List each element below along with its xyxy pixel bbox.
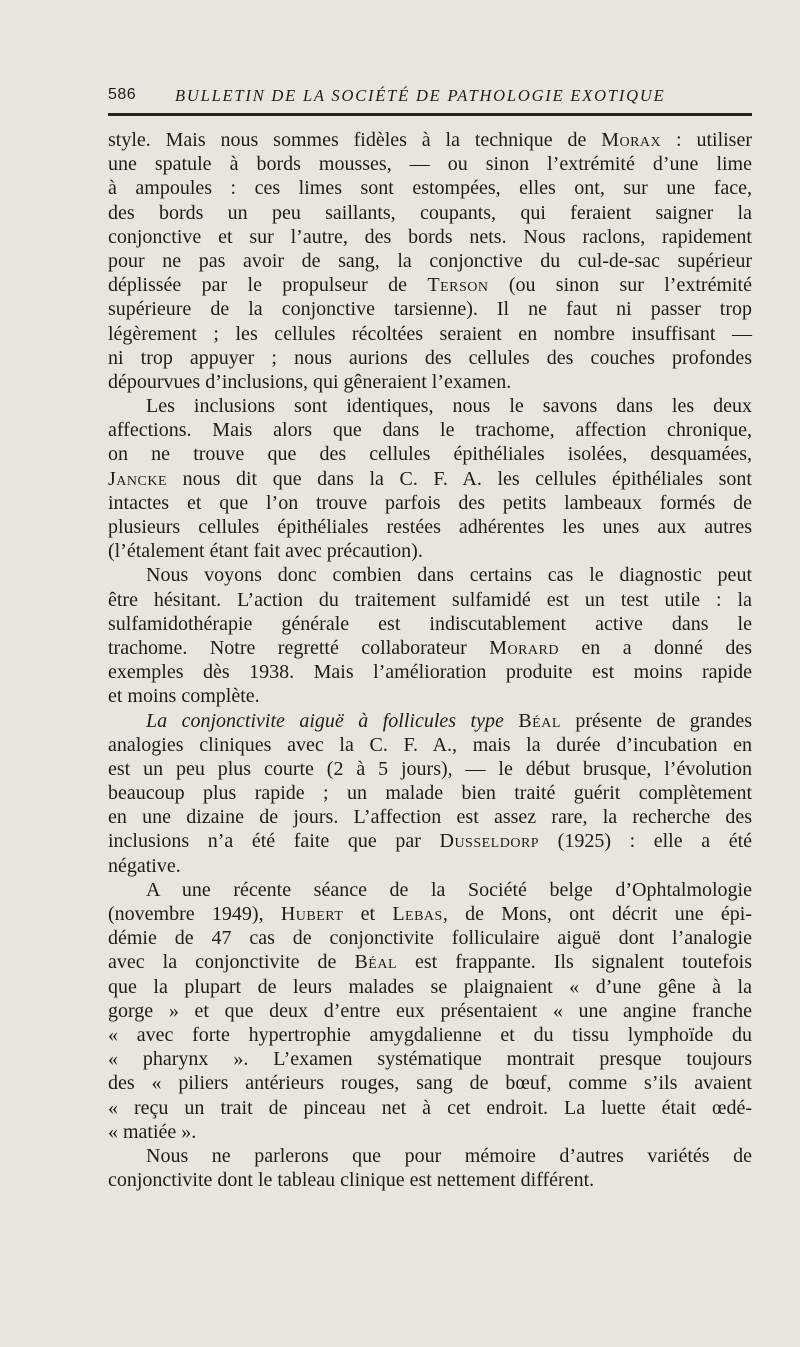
text-segment: et moins complète. <box>108 685 260 708</box>
text-segment: être hésitant. L’action du traitement sulfamidé est un test utile : la <box>108 588 752 611</box>
text-segment: est frappante. Ils signalent toutefois <box>397 951 753 974</box>
text-segment: style. Mais nous sommes fidèles à la technique de <box>108 129 602 151</box>
author-name: Morax <box>601 129 662 151</box>
text-line <box>108 950 752 974</box>
text-line <box>108 152 752 176</box>
text-segment: gorge » et que deux d’entre eux présentaient « une angine franche <box>108 999 752 1022</box>
text-segment: (ou sinon sur l’extrémité <box>488 274 752 297</box>
text-segment: à ampoules : ces limes sont estompées, elles ont, sur une face, <box>108 177 752 200</box>
text-line <box>108 1047 752 1071</box>
text-segment: , de Mons, ont décrit une épi- <box>442 903 752 925</box>
text-segment: ni trop appuyer ; nous aurions des cellules des couches profondes <box>108 346 752 369</box>
text-segment: intactes et que l’on trouve parfois des petits lambeaux formés de <box>108 491 752 514</box>
text-segment: « matiée ». <box>108 1120 197 1143</box>
author-name: Jancke <box>108 467 168 490</box>
text-segment: Les inclusions sont identiques, nous le savons dans les deux <box>146 395 752 418</box>
text-segment: déplissée par le propulseur de <box>108 274 428 297</box>
text-segment: inclusions n’a été faite que par <box>108 830 440 853</box>
text-segment: (1925) : elle a été <box>539 830 752 853</box>
text-segment: négative. <box>108 854 181 877</box>
text-segment: démie de 47 cas de conjonctivite folliculaire aiguë dont l’analogie <box>108 927 752 950</box>
text-segment: avec la conjonctivite de <box>108 951 355 974</box>
text-line <box>108 902 752 926</box>
text-line <box>108 1120 752 1144</box>
running-title: BULLETIN DE LA SOCIÉTÉ DE PATHOLOGIE EXOTIQUE <box>175 86 666 105</box>
text-line <box>108 660 752 684</box>
text-segment: affections. Mais alors que dans le trachome, affection chronique, <box>108 419 752 442</box>
text-line <box>108 1071 752 1095</box>
text-line <box>108 999 752 1023</box>
text-line <box>108 128 752 152</box>
text-segment: dépourvues d’inclusions, qui gêneraient l’examen. <box>108 370 512 393</box>
text-segment: conjonctive et sur l’autre, des bords nets. Nous raclons, rapidement <box>108 225 752 248</box>
text-line <box>108 975 752 999</box>
text-segment: légèrement ; les cellules récoltées seraient en nombre insuffisant — <box>108 322 752 345</box>
text-segment: en une dizaine de jours. L’affection est assez rare, la recherche des <box>108 806 752 829</box>
text-line <box>108 636 752 660</box>
author-name: Béal <box>518 709 561 732</box>
text-segment: en a donné des <box>559 636 752 659</box>
text-segment: plusieurs cellules épithéliales restées adhérentes les unes aux autres <box>108 516 752 538</box>
text-line <box>108 249 752 273</box>
text-line <box>108 709 752 733</box>
text-line <box>108 346 752 370</box>
body-text <box>108 128 752 1192</box>
text-line <box>108 588 752 612</box>
text-segment: est un peu plus courte (2 à 5 jours), — le début brusque, l’évolution <box>108 757 752 780</box>
text-segment: nous dit que dans la C. F. A. les cellules épithéliales sont <box>167 467 752 490</box>
page-number: 586 <box>108 86 137 103</box>
text-line <box>108 1168 752 1192</box>
text-line <box>108 394 752 418</box>
text-line <box>108 370 752 394</box>
text-line <box>108 201 752 225</box>
text-segment: beaucoup plus rapide ; un malade bien traité guérit complètement <box>108 782 752 805</box>
text-line <box>108 442 752 466</box>
author-name: Terson <box>427 274 489 297</box>
text-segment: on ne trouve que des cellules épithéliales isolées, desquamées, <box>108 443 752 466</box>
text-segment: « pharynx ». L’examen systématique montrait presque toujours <box>108 1048 752 1071</box>
text-line <box>108 1144 752 1168</box>
text-line <box>108 563 752 587</box>
text-segment: (l’étalement étant fait avec précaution). <box>108 540 423 563</box>
text-segment: Nous voyons donc combien dans certains cas le diagnostic peut <box>146 564 752 587</box>
text-line <box>108 515 752 539</box>
text-segment: des « piliers antérieurs rouges, sang de bœuf, comme s’ils avaient <box>108 1072 752 1095</box>
text-line <box>108 781 752 805</box>
text-line <box>108 418 752 442</box>
text-segment: supérieure de la conjonctive tarsienne). Il ne faut ni passer trop <box>108 298 752 321</box>
text-segment: présente de grandes <box>560 709 753 732</box>
author-name: Hubert <box>280 903 344 925</box>
running-header <box>108 82 752 112</box>
text-segment: que la plupart de leurs malades se plaignaient « d’une gêne à la <box>108 975 752 998</box>
text-line <box>108 225 752 249</box>
text-line <box>108 539 752 563</box>
text-segment: pour ne pas avoir de sang, la conjonctive du cul-de-sac supérieur <box>108 249 752 272</box>
text-line <box>108 322 752 346</box>
text-segment: conjonctivite dont le tableau clinique est nettement différent. <box>108 1169 595 1192</box>
text-line <box>108 684 752 708</box>
text-segment: « reçu un trait de pinceau net à cet endroit. La luette était œdé- <box>108 1096 752 1119</box>
text-line <box>108 467 752 491</box>
text-segment: exemples dès 1938. Mais l’amélioration produite est moins rapide <box>108 661 752 684</box>
text-line <box>108 733 752 757</box>
text-line <box>108 926 752 950</box>
text-line <box>108 176 752 200</box>
text-line <box>108 829 752 853</box>
text-segment: trachome. Notre regretté collaborateur <box>108 636 490 659</box>
text-segment: une spatule à bords mousses, — ou sinon l’extrémité d’une lime <box>108 153 752 176</box>
text-line <box>108 612 752 636</box>
text-line <box>108 805 752 829</box>
text-line <box>108 878 752 902</box>
text-segment: sulfamidothérapie générale est indiscutablement active dans le <box>108 612 752 635</box>
text-line <box>108 757 752 781</box>
text-line <box>108 1096 752 1120</box>
author-name: Lebas <box>392 903 443 925</box>
author-name: Morard <box>489 636 559 659</box>
text-segment: : utiliser <box>661 129 753 151</box>
text-segment: (novembre 1949), <box>108 903 281 925</box>
text-line <box>108 273 752 297</box>
text-segment: « avec forte hypertrophie amygdalienne et du tissu lymphoïde du <box>108 1023 752 1046</box>
text-segment <box>504 710 518 732</box>
header-rule <box>108 113 752 116</box>
text-line <box>108 491 752 515</box>
italic-phrase: La conjonctivite aiguë à follicules type <box>146 709 504 732</box>
text-line <box>108 297 752 321</box>
text-segment: analogies cliniques avec la C. F. A., mais la durée d’incubation en <box>108 733 752 756</box>
text-segment: des bords un peu saillants, coupants, qui feraient saigner la <box>108 201 752 224</box>
text-segment: A une récente séance de la Société belge d’Ophtalmologie <box>146 878 752 901</box>
text-line <box>108 854 752 878</box>
text-segment: et <box>343 903 393 925</box>
text-line <box>108 1023 752 1047</box>
author-name: Dusseldorp <box>439 830 540 853</box>
text-segment: Nous ne parlerons que pour mémoire d’autres variétés de <box>146 1144 752 1167</box>
author-name: Béal <box>354 951 397 974</box>
